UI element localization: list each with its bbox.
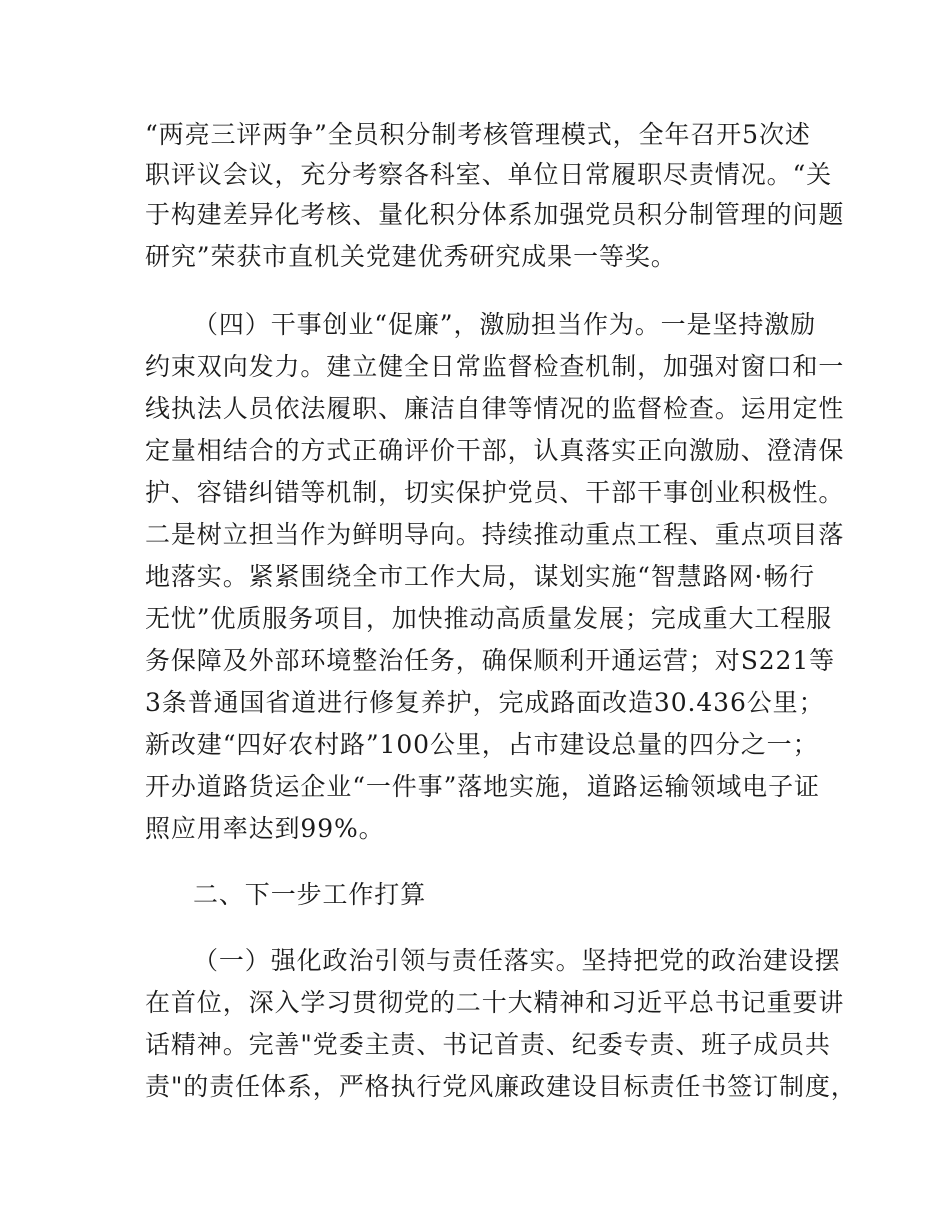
text-line: （四）干事创业“促廉”，激励担当作为。一是坚持激励 [193, 310, 817, 339]
text-line: 于构建差异化考核、量化积分体系加强党员积分制管理的问题 [145, 200, 845, 229]
text-line: 照应用率达到99%。 [145, 814, 385, 843]
text-line: （一）强化政治引领与责任落实。坚持把党的政治建设摆 [193, 946, 841, 975]
text-line: 话精神。完善"党委主责、书记首责、纪委专责、班子成员共 [145, 1030, 831, 1059]
section-heading: 二、下一步工作打算 [193, 880, 427, 909]
text-line: “两亮三评两争”全员积分制考核管理模式，全年召开5次述 [145, 120, 811, 149]
text-line: 约束双向发力。建立健全日常监督检查机制，加强对窗口和一 [145, 352, 845, 381]
text-line: 护、容错纠错等机制，切实保护党员、干部干事创业积极性。 [145, 478, 845, 507]
text-line: 在首位，深入学习贯彻党的二十大精神和习近平总书记重要讲 [145, 988, 845, 1017]
text-line: 研究”荣获市直机关党建优秀研究成果一等奖。 [145, 242, 677, 271]
text-line: 地落实。紧紧围绕全市工作大局，谋划实施“智慧路网·畅行 [145, 562, 816, 591]
text-line: 职评议会议，充分考察各科室、单位日常履职尽责情况。“关 [145, 160, 833, 189]
text-line: 责"的责任体系，严格执行党风廉政建设目标责任书签订制度， [145, 1072, 857, 1101]
text-line: 二是树立担当作为鲜明导向。持续推动重点工程、重点项目落 [145, 520, 845, 549]
text-line: 3条普通国省道进行修复养护，完成路面改造30.436公里； [145, 688, 825, 717]
text-line: 开办道路货运企业“一件事”落地实施，道路运输领域电子证 [145, 772, 820, 801]
text-line: 定量相结合的方式正确评价干部，认真落实正向激励、澄清保 [145, 436, 845, 465]
text-line: 无忧”优质服务项目，加快推动高质量发展；完成重大工程服 [145, 604, 833, 633]
text-line: 线执法人员依法履职、廉洁自律等情况的监督检查。运用定性 [145, 394, 845, 423]
text-line: 务保障及外部环境整治任务，确保顺利开通运营；对S221等 [145, 646, 836, 675]
text-line: 新改建“四好农村路”100公里，占市建设总量的四分之一； [145, 730, 819, 759]
